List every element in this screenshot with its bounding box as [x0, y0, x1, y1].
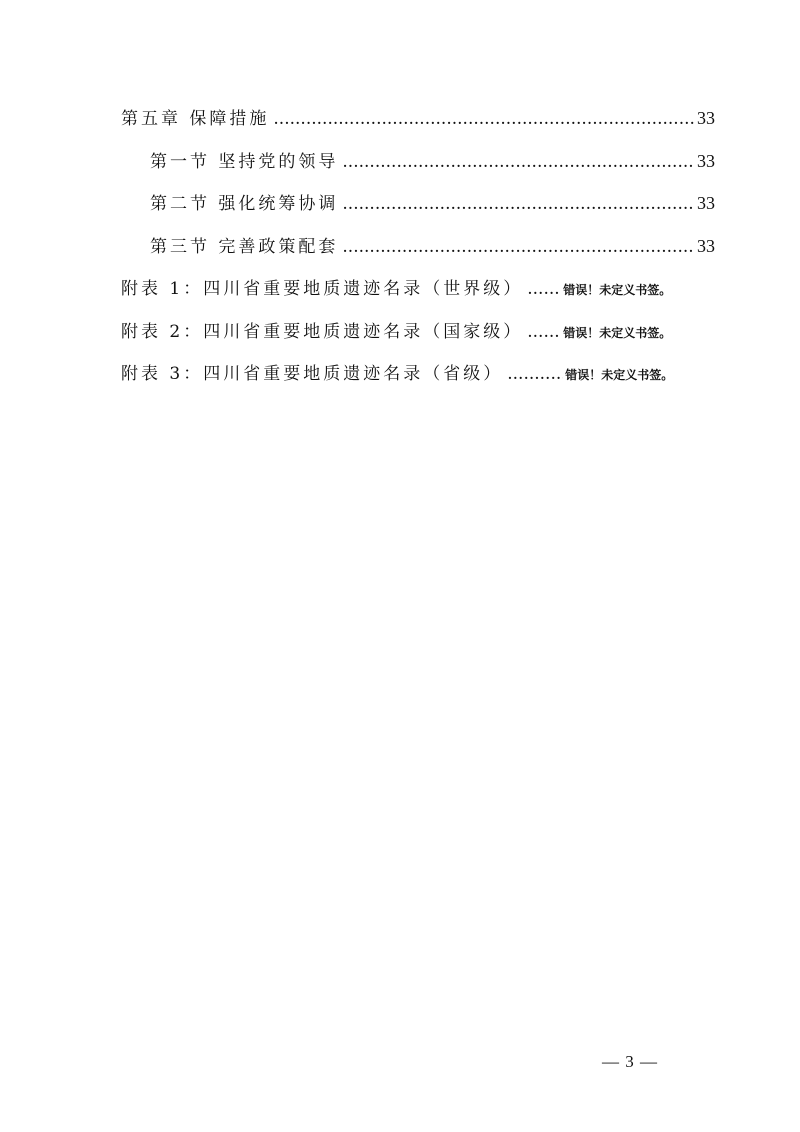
toc-entry-title: 附表 1：四川省重要地质遗迹名录（世界级）	[121, 279, 524, 299]
toc-bookmark-error: 错误！未定义书签。	[565, 368, 674, 382]
toc-dot-leader	[507, 364, 563, 384]
toc-entry-appendix-1[interactable]	[121, 274, 715, 317]
toc-entry-section-1[interactable]	[121, 147, 715, 190]
toc-entry-title: 第一节 坚持党的领导	[150, 151, 339, 172]
page-number: — 3 —	[602, 1052, 658, 1071]
toc-entry-appendix-3[interactable]	[121, 359, 715, 402]
toc-entry-page: 33	[697, 193, 715, 213]
toc-entry-title: 附表 2：四川省重要地质遗迹名录（国家级）	[121, 321, 524, 342]
toc-bookmark-error: 错误！未定义书签。	[563, 325, 672, 340]
toc-entry-chapter-5[interactable]	[121, 104, 715, 147]
table-of-contents	[121, 104, 715, 402]
toc-entry-page: 33	[697, 235, 715, 256]
toc-entry-appendix-2[interactable]	[121, 317, 715, 360]
toc-dot-leader	[527, 322, 561, 342]
toc-dot-leader	[342, 152, 695, 172]
toc-entry-title: 第二节 强化统筹协调	[150, 194, 339, 214]
toc-entry-title: 附表 3：四川省重要地质遗迹名录（省级）	[121, 364, 504, 384]
toc-dot-leader	[273, 109, 695, 129]
toc-entry-title: 第三节 完善政策配套	[150, 236, 339, 257]
toc-entry-section-2[interactable]	[121, 189, 715, 232]
toc-dot-leader	[342, 237, 695, 257]
toc-entry-section-3[interactable]	[121, 232, 715, 275]
toc-bookmark-error: 错误！未定义书签。	[563, 283, 672, 297]
toc-entry-title: 第五章 保障措施	[121, 109, 270, 129]
toc-dot-leader	[342, 194, 695, 214]
toc-entry-page: 33	[697, 150, 715, 171]
toc-dot-leader	[527, 279, 561, 299]
toc-entry-page: 33	[697, 108, 715, 128]
